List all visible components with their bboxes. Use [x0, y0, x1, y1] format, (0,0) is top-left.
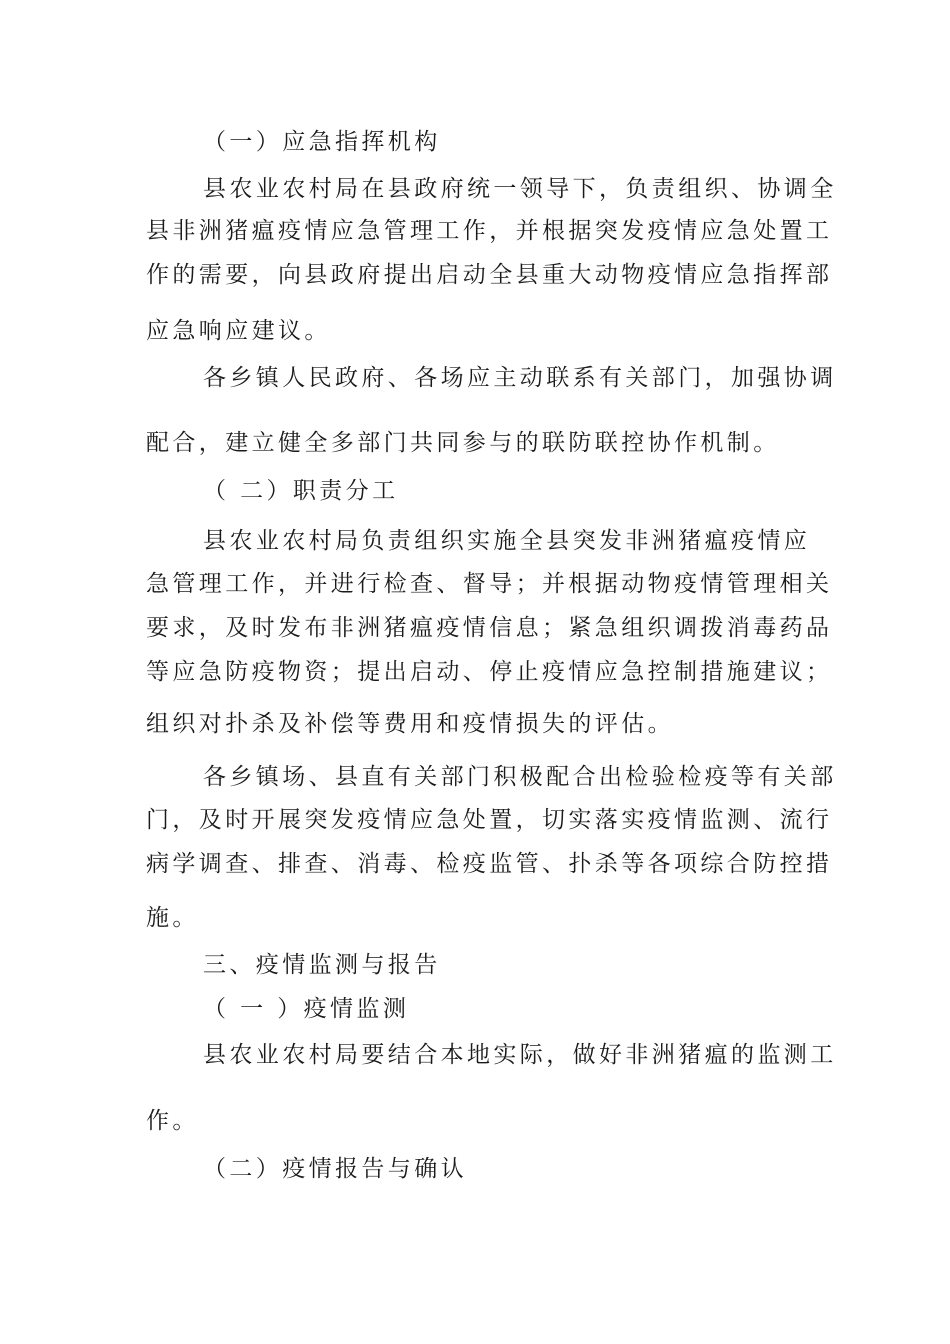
- paragraph-line: 县农业农村局在县政府统一领导下，负责组织、协调全: [203, 176, 837, 202]
- section-heading-responsibilities: （ 二）职责分工: [203, 478, 399, 504]
- section-heading-report-confirmation: （二）疫情报告与确认: [203, 1156, 467, 1182]
- paragraph-line: 作的需要，向县政府提出启动全县重大动物疫情应急指挥部: [146, 262, 833, 288]
- section-heading-monitoring-reporting: 三、疫情监测与报告: [203, 952, 441, 978]
- paragraph-line: 县非洲猪瘟疫情应急管理工作，并根据突发疫情应急处置工: [146, 218, 833, 244]
- paragraph-line: 病学调查、排查、消毒、检疫监管、扑杀等各项综合防控措: [146, 851, 833, 877]
- paragraph-line: 急管理工作，并进行检查、督导；并根据动物疫情管理相关: [146, 571, 833, 597]
- paragraph-line: 施。: [146, 905, 199, 931]
- paragraph-line: 等应急防疫物资；提出启动、停止疫情应急控制措施建议；: [146, 659, 833, 685]
- paragraph-line: 各乡镇人民政府、各场应主动联系有关部门，加强协调: [203, 365, 837, 391]
- paragraph-line: 作。: [146, 1108, 199, 1134]
- paragraph-line: 要求，及时发布非洲猪瘟疫情信息；紧急组织调拨消毒药品: [146, 615, 833, 641]
- paragraph-line: 县农业农村局要结合本地实际，做好非洲猪瘟的监测工: [203, 1042, 837, 1068]
- paragraph-line: 组织对扑杀及补偿等费用和疫情损失的评估。: [146, 711, 674, 737]
- section-heading-emergency-command: （一）应急指挥机构: [203, 129, 441, 155]
- section-heading-monitoring: （ 一 ）疫情监测: [203, 996, 410, 1022]
- paragraph-line: 各乡镇场、县直有关部门积极配合出检验检疫等有关部: [203, 764, 837, 790]
- paragraph-line: 门，及时开展突发疫情应急处置，切实落实疫情监测、流行: [146, 807, 833, 833]
- paragraph-line: 应急响应建议。: [146, 318, 331, 344]
- paragraph-line: 配合，建立健全多部门共同参与的联防联控协作机制。: [146, 430, 780, 456]
- paragraph-line: 县农业农村局负责组织实施全县突发非洲猪瘟疫情应: [203, 528, 811, 554]
